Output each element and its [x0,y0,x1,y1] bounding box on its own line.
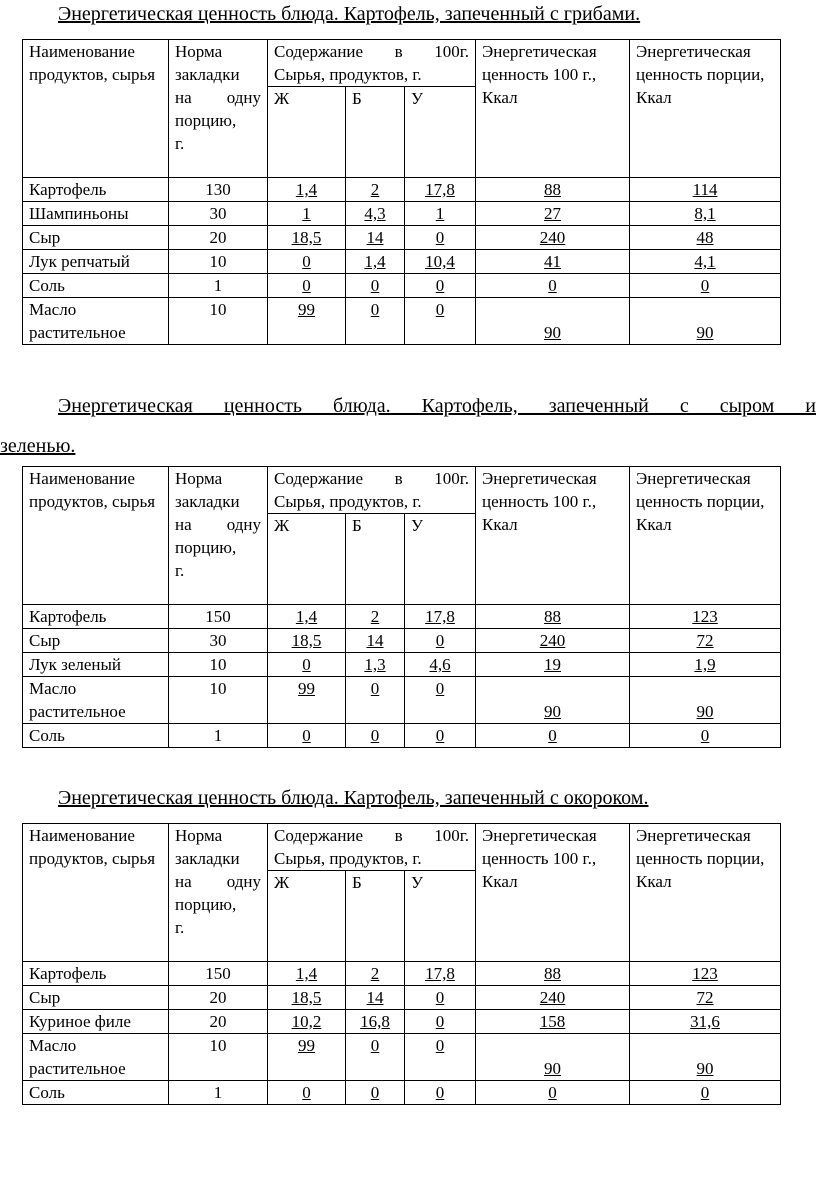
row-norm [169,629,268,653]
row-e100-value: 0 [548,276,557,295]
row-fat-value: 0 [302,1083,311,1102]
row-protein-value: 0 [370,1036,380,1055]
row-protein-value: 1,3 [364,655,386,674]
row-carb-value: 17,8 [425,180,455,199]
row-name: Куриное филе [23,1010,169,1034]
header-carb: У [405,87,476,178]
row-fat [268,1010,346,1034]
header-norm [169,824,268,962]
row-protein-value: 4,3 [364,204,386,223]
row-protein [346,724,405,748]
row-fat-value: 18,5 [291,631,322,650]
row-norm [169,178,268,202]
header-energy100: Энергетическая ценность 100 г., Ккал [476,40,630,178]
header-content [268,824,476,871]
header-content-l1a: Содержание [274,42,364,61]
row-name: Соль [23,1081,169,1105]
header-norm-l5: г. [175,918,185,937]
header-content-l1 [274,824,469,847]
row-fat-value: 18,5 [291,988,322,1007]
row-fat [268,226,346,250]
row-e100 [476,1081,630,1105]
table-row [23,962,781,986]
row-protein [346,677,405,724]
row-norm [169,1081,268,1105]
row-norm-value: 30 [209,631,227,650]
row-carb-value: 0 [435,988,445,1007]
row-norm [169,677,268,724]
table-row [23,653,781,677]
row-protein [346,1010,405,1034]
row-fat [268,605,346,629]
table-row [23,274,781,298]
row-e100 [476,226,630,250]
row-carb-value: 17,8 [425,964,455,983]
row-fat [268,724,346,748]
row-carb-value: 0 [435,679,445,698]
table-row [23,298,781,345]
row-norm [169,274,268,298]
header-norm-l5: г. [175,134,185,153]
row-eportion-value: 8,1 [694,204,716,223]
row-fat [268,986,346,1010]
row-norm [169,605,268,629]
table-row [23,605,781,629]
table-row [23,1034,781,1081]
row-eportion [630,178,781,202]
row-norm [169,653,268,677]
row-e100 [476,724,630,748]
header-norm-l4: порцию, [175,538,237,557]
row-protein-value: 0 [370,276,380,295]
header-content-l1 [274,467,469,490]
row-e100 [476,629,630,653]
header-content-l1 [274,40,469,63]
row-fat [268,202,346,226]
row-norm-value: 150 [205,607,231,626]
row-carb [405,226,476,250]
row-fat-value: 1,4 [295,964,318,983]
header-norm-l3 [175,513,261,536]
row-protein-value: 0 [370,679,380,698]
row-name: Соль [23,274,169,298]
row-fat-value: 0 [302,726,311,745]
row-norm-value: 10 [209,679,227,698]
row-fat [268,178,346,202]
header-content-l1b: в [394,42,403,61]
row-fat-value: 1,4 [295,607,318,626]
row-norm [169,962,268,986]
row-eportion [630,250,781,274]
row-carb-value: 0 [435,276,445,295]
nutrition-table-cheese-greens [22,466,781,748]
row-norm-value: 20 [209,988,227,1007]
row-norm-value: 1 [213,1083,223,1102]
row-eportion [630,298,781,345]
row-fat-value: 99 [298,300,315,319]
header-norm [169,40,268,178]
row-carb [405,653,476,677]
row-eportion-value: 1,9 [694,655,716,674]
row-fat [268,677,346,724]
row-carb-value: 0 [435,631,445,650]
row-e100-value: 240 [539,988,566,1007]
row-fat [268,274,346,298]
header-protein: Б [346,871,405,962]
row-norm-value: 10 [209,252,227,271]
header-content-l1a: Содержание [274,469,364,488]
row-eportion-value: 90 [696,323,714,342]
row-e100-value: 19 [544,655,562,674]
row-carb-value: 1 [435,204,445,223]
row-protein-value: 1,4 [364,252,386,271]
header-norm [169,467,268,605]
row-e100-value: 240 [539,228,566,247]
row-name: Масло растительное [23,1034,169,1081]
row-carb [405,629,476,653]
row-eportion-value: 72 [696,988,714,1007]
row-norm-value: 150 [205,964,231,983]
row-carb [405,962,476,986]
row-norm-value: 130 [205,180,231,199]
row-eportion-value: 114 [692,180,718,199]
header-energy-portion: Энергетическая ценность порции, Ккал [630,824,781,962]
row-fat-value: 1,4 [295,180,318,199]
row-eportion-value: 0 [700,1083,710,1102]
table-row [23,202,781,226]
row-norm [169,1034,268,1081]
row-fat [268,629,346,653]
row-e100-value: 0 [548,726,557,745]
row-name: Картофель [23,605,169,629]
dish-title-cheese-greens [0,386,816,466]
row-carb [405,178,476,202]
row-fat [268,653,346,677]
row-norm-value: 1 [213,276,223,295]
row-eportion [630,605,781,629]
row-carb [405,250,476,274]
row-norm-value: 20 [209,1012,227,1031]
header-norm-l3b: одну [226,515,261,534]
row-carb [405,724,476,748]
row-e100-value: 240 [539,631,566,650]
row-protein [346,202,405,226]
row-e100-value: 88 [544,607,562,626]
row-carb [405,274,476,298]
row-protein [346,250,405,274]
table-row [23,677,781,724]
row-eportion [630,1081,781,1105]
row-e100 [476,1034,630,1081]
row-carb-value: 0 [435,1036,445,1055]
row-protein [346,1081,405,1105]
header-carb: У [405,514,476,605]
table-row [23,629,781,653]
header-content-l1c: 100г. [434,42,470,61]
row-eportion [630,202,781,226]
row-e100-value: 88 [544,180,562,199]
row-norm-value: 20 [209,228,227,247]
row-name: Лук репчатый [23,250,169,274]
row-eportion [630,1010,781,1034]
row-eportion-value: 72 [696,631,714,650]
row-norm-value: 10 [209,300,227,319]
nutrition-table-ham [22,823,781,1105]
header-fat: Ж [268,87,346,178]
row-name: Масло растительное [23,298,169,345]
row-carb-value: 0 [435,1083,445,1102]
row-eportion-value: 4,1 [694,252,716,271]
row-eportion [630,986,781,1010]
header-content-l2: Сырья, продуктов, г. [274,65,422,84]
header-content [268,467,476,514]
row-carb-value: 10,4 [425,252,455,271]
row-e100 [476,298,630,345]
row-eportion [630,1034,781,1081]
row-protein [346,962,405,986]
row-e100-value: 41 [544,252,562,271]
row-norm-value: 10 [209,1036,227,1055]
row-protein-value: 14 [366,631,384,650]
row-name: Сыр [23,986,169,1010]
row-norm-value: 1 [213,726,223,745]
row-fat-value: 99 [298,679,315,698]
row-protein-value: 2 [370,180,380,199]
dish-title-cheese-greens-line2: зеленью. [0,435,76,457]
row-fat-value: 10,2 [291,1012,322,1031]
row-protein [346,1034,405,1081]
row-eportion-value: 0 [700,276,710,295]
nutrition-table-mushrooms [22,39,781,345]
table-row [23,1081,781,1105]
row-fat [268,298,346,345]
header-row [23,467,781,514]
row-e100 [476,605,630,629]
row-eportion [630,962,781,986]
header-norm-l5: г. [175,561,185,580]
row-protein-value: 14 [366,228,384,247]
header-energy100: Энергетическая ценность 100 г., Ккал [476,824,630,962]
row-e100-value: 0 [548,1083,557,1102]
row-carb [405,605,476,629]
row-carb [405,1081,476,1105]
table-row [23,724,781,748]
row-fat-value: 0 [302,276,311,295]
header-protein: Б [346,87,405,178]
row-carb [405,202,476,226]
row-carb [405,1034,476,1081]
row-e100 [476,677,630,724]
row-protein-value: 14 [366,988,384,1007]
header-fat: Ж [268,871,346,962]
row-eportion-value: 123 [692,964,718,983]
header-content-l1b: в [394,826,403,845]
row-protein-value: 0 [370,300,380,319]
row-eportion-value: 90 [696,1059,714,1078]
table-row [23,986,781,1010]
row-norm [169,202,268,226]
row-name: Масло растительное [23,677,169,724]
row-carb-value: 4,6 [429,655,451,674]
header-content-l1c: 100г. [434,826,470,845]
header-carb: У [405,871,476,962]
header-norm-l2: закладки [175,492,240,511]
dish-title-mushrooms: Энергетическая ценность блюда. Картофель, запеченный с грибами. [58,3,641,25]
header-norm-l4: порцию, [175,895,237,914]
row-name: Картофель [23,962,169,986]
header-content-l1a: Содержание [274,826,364,845]
header-norm-l1: Норма [175,469,223,488]
dish-title-ham: Энергетическая ценность блюда. Картофель, запеченный с окороком. [58,787,649,809]
row-e100 [476,274,630,298]
row-eportion [630,226,781,250]
header-norm-l3b: одну [226,872,261,891]
row-eportion-value: 123 [692,607,718,626]
header-norm-l2: закладки [175,849,240,868]
row-carb-value: 17,8 [425,607,455,626]
header-protein: Б [346,514,405,605]
row-e100-value: 90 [544,323,562,342]
row-eportion-value: 0 [700,726,710,745]
row-protein-value: 16,8 [360,1012,390,1031]
row-name: Шампиньоны [23,202,169,226]
row-protein [346,605,405,629]
header-name: Наименование продуктов, сырья [23,467,169,605]
header-row [23,824,781,871]
row-fat [268,1034,346,1081]
row-norm [169,724,268,748]
row-eportion [630,724,781,748]
header-norm-l3 [175,86,261,109]
row-norm-value: 30 [209,204,227,223]
row-name: Лук зеленый [23,653,169,677]
header-content-l1c: 100г. [434,469,470,488]
dish-title-cheese-greens-line1: Энергетическая ценность блюда. Картофель, запеченный с сыром и [58,395,816,417]
header-content-l2: Сырья, продуктов, г. [274,492,422,511]
header-norm-l1: Норма [175,826,223,845]
row-e100 [476,178,630,202]
row-norm [169,298,268,345]
row-name: Сыр [23,226,169,250]
row-name: Сыр [23,629,169,653]
row-fat [268,1081,346,1105]
row-norm [169,250,268,274]
header-norm-l2: закладки [175,65,240,84]
row-protein [346,178,405,202]
header-energy-portion: Энергетическая ценность порции, Ккал [630,40,781,178]
header-name: Наименование продуктов, сырья [23,40,169,178]
table-row [23,178,781,202]
row-protein-value: 0 [370,1083,380,1102]
header-name: Наименование продуктов, сырья [23,824,169,962]
row-e100-value: 88 [544,964,562,983]
row-carb [405,1010,476,1034]
row-carb [405,986,476,1010]
row-carb-value: 0 [435,726,445,745]
row-e100 [476,962,630,986]
row-protein [346,629,405,653]
row-protein-value: 0 [370,726,380,745]
row-norm [169,1010,268,1034]
row-name: Соль [23,724,169,748]
row-e100-value: 90 [544,1059,562,1078]
header-norm-l3a: на [175,515,192,534]
row-protein [346,653,405,677]
row-protein-value: 2 [370,607,380,626]
row-eportion [630,629,781,653]
row-e100-value: 90 [544,702,562,721]
row-fat-value: 18,5 [291,228,322,247]
row-e100 [476,986,630,1010]
row-eportion [630,677,781,724]
row-carb-value: 0 [435,1012,445,1031]
table-row [23,1010,781,1034]
row-e100 [476,202,630,226]
header-content [268,40,476,87]
row-e100 [476,653,630,677]
row-fat-value: 0 [302,655,311,674]
row-name: Картофель [23,178,169,202]
row-fat [268,250,346,274]
row-eportion-value: 90 [696,702,714,721]
table-row [23,226,781,250]
row-e100-value: 27 [544,204,562,223]
row-fat-value: 1 [302,204,311,223]
row-carb-value: 0 [435,228,445,247]
row-carb [405,298,476,345]
row-norm [169,226,268,250]
header-row [23,40,781,87]
header-norm-l3 [175,870,261,893]
table-row [23,250,781,274]
row-e100 [476,250,630,274]
row-eportion [630,653,781,677]
row-eportion-value: 31,6 [690,1012,720,1031]
header-norm-l3b: одну [226,88,261,107]
header-energy-portion: Энергетическая ценность порции, Ккал [630,467,781,605]
header-norm-l4: порцию, [175,111,237,130]
header-norm-l3a: на [175,872,192,891]
row-fat [268,962,346,986]
row-protein [346,986,405,1010]
row-norm-value: 10 [209,655,227,674]
row-e100 [476,1010,630,1034]
header-content-l2: Сырья, продуктов, г. [274,849,422,868]
row-protein [346,226,405,250]
row-eportion-value: 48 [696,228,714,247]
row-norm [169,986,268,1010]
header-norm-l1: Норма [175,42,223,61]
header-content-l1b: в [394,469,403,488]
row-protein-value: 2 [370,964,380,983]
header-fat: Ж [268,514,346,605]
row-protein [346,274,405,298]
row-fat-value: 0 [302,252,311,271]
row-carb [405,677,476,724]
header-norm-l3a: на [175,88,192,107]
row-eportion [630,274,781,298]
header-energy100: Энергетическая ценность 100 г., Ккал [476,467,630,605]
row-e100-value: 158 [539,1012,566,1031]
row-protein [346,298,405,345]
row-fat-value: 99 [298,1036,315,1055]
row-carb-value: 0 [435,300,445,319]
